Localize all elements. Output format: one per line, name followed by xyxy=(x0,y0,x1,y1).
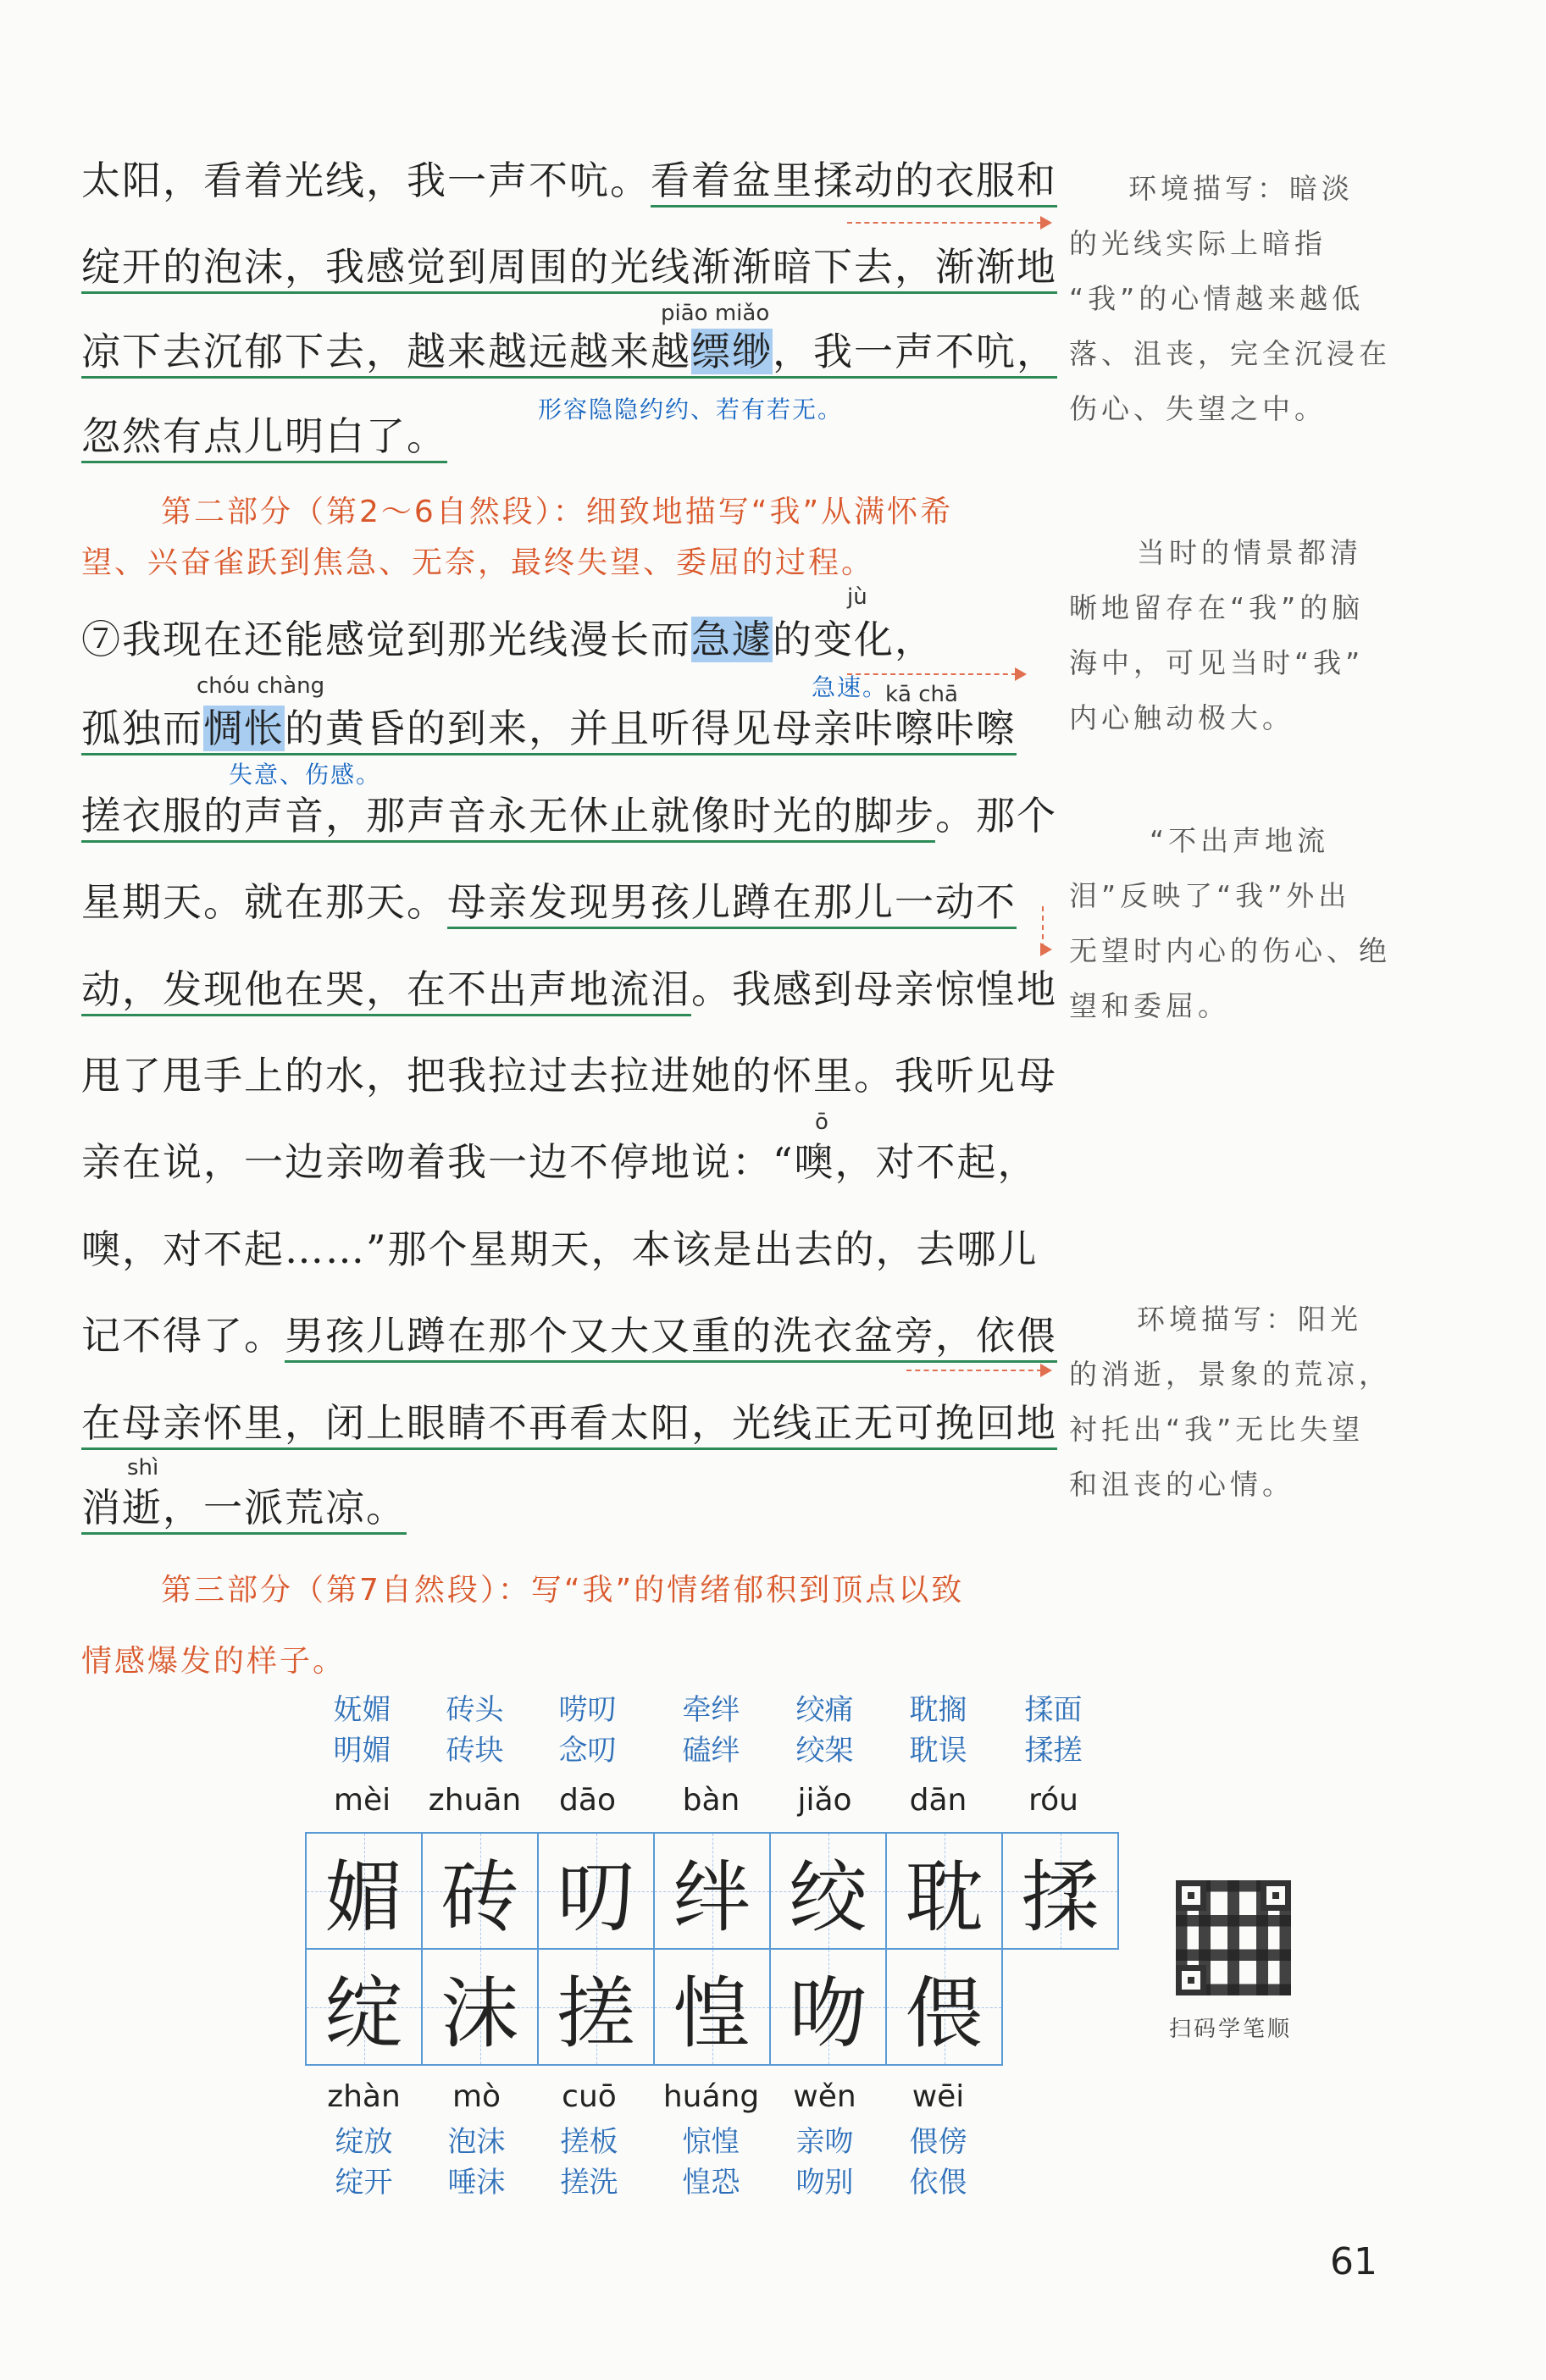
text-line: 甩了甩手上的水，把我拉过去拉进她的怀里。我听见母 xyxy=(81,1053,1057,1099)
text-line: ⑦我现在还能感觉到那光线漫长而急遽的变化， xyxy=(81,617,935,662)
section-note: 第三部分（第7自然段）：写“我”的情绪郁积到顶点以致 xyxy=(161,1573,965,1608)
text-line: 凉下去沉郁下去，越来越远越来越缥缈，我一声不吭， xyxy=(81,326,1057,377)
arrow-icon xyxy=(1040,1364,1052,1377)
pinyin-annotation: chóu chàng xyxy=(197,673,325,699)
page-number: 61 xyxy=(1330,2240,1377,2283)
char-pinyin: wēi xyxy=(912,2079,965,2114)
qr-code-icon[interactable] xyxy=(1176,1880,1291,1995)
character-cell: 吻 xyxy=(769,1948,887,2066)
pinyin-annotation: kā chā xyxy=(885,682,958,707)
text-line: 噢，对不起……”那个星期天，本该是出去的，去哪儿 xyxy=(81,1226,1039,1272)
char-pinyin: zhuān xyxy=(428,1783,522,1818)
word-gloss: 失意、伤感。 xyxy=(229,761,382,789)
character-cell: 砖 xyxy=(421,1832,539,1950)
character-grid-row1 xyxy=(307,1832,1119,1950)
vocab-words: 牵绊 磕绊 xyxy=(682,1693,740,1768)
vocab-words: 亲吻 吻别 xyxy=(795,2125,854,2200)
char-pinyin: bàn xyxy=(682,1783,740,1818)
vocab-words: 惊惶 惶恐 xyxy=(682,2125,740,2200)
character-cell: 惶 xyxy=(653,1948,771,2066)
note-pointer xyxy=(906,1370,1042,1371)
word-gloss: 急速。 xyxy=(812,673,889,701)
text-line: 太阳，看着光线，我一声不吭。看着盆里揉动的衣服和 xyxy=(81,155,1057,206)
char-pinyin: dāo xyxy=(559,1783,616,1818)
text-line: 记不得了。男孩儿蹲在那个又大又重的洗衣盆旁，依偎 xyxy=(81,1310,1057,1361)
character-cell: 绊 xyxy=(653,1832,771,1950)
highlighted-word: 缥缈 xyxy=(691,329,773,374)
margin-note: 环境描写：阳光 的消逝，景象的荒凉， 衬托出“我”无比失望 和沮丧的心情。 xyxy=(1069,1303,1391,1501)
text-line: 绽开的泡沫，我感觉到周围的光线渐渐暗下去，渐渐地 xyxy=(81,241,1057,292)
pinyin-annotation: piāo miǎo xyxy=(661,301,770,326)
vocab-words: 泡沫 唾沫 xyxy=(447,2125,506,2200)
character-cell: 揉 xyxy=(1001,1832,1119,1950)
margin-note: 环境描写：暗淡 的光线实际上暗指 “我”的心情越来越低 落、沮丧，完全沉浸在 伤心、失望之中。 xyxy=(1069,172,1391,425)
pinyin-annotation: ō xyxy=(815,1110,828,1135)
vocab-words: 绽放 绽开 xyxy=(335,2125,393,2200)
arrow-icon xyxy=(1040,216,1052,230)
word-gloss: 形容隐隐约约、若有若无。 xyxy=(538,396,844,423)
arrow-icon xyxy=(1040,943,1052,956)
text-line: 搓衣服的声音，那声音永无休止就像时光的脚步。那个 xyxy=(81,790,1057,841)
pinyin-annotation: shì xyxy=(127,1455,159,1481)
section-note: 第二部分（第2～6自然段）：细致地描写“我”从满怀希 xyxy=(161,495,954,529)
text-line: 孤独而惆怅的黄昏的到来，并且听得见母亲咔嚓咔嚓 xyxy=(81,703,1017,754)
char-pinyin: huáng xyxy=(662,2079,760,2114)
margin-note: 当时的情景都清 晰地留存在“我”的脑 海中，可见当时“我” 内心触动极大。 xyxy=(1069,536,1365,734)
section-note: 望、兴奋雀跃到焦急、无奈，最终失望、委屈的过程。 xyxy=(81,545,875,580)
text-line: 在母亲怀里，闭上眼睛不再看太阳，光线正无可挽回地 xyxy=(81,1398,1057,1448)
character-grid-row2 xyxy=(307,1948,1003,2066)
highlighted-word: 急遽 xyxy=(691,617,773,662)
vocab-words: 耽搁 耽误 xyxy=(909,1693,967,1768)
text-line: 忽然有点儿明白了。 xyxy=(81,411,447,462)
qr-caption: 扫码学笔顺 xyxy=(1169,2017,1293,2042)
char-pinyin: mèi xyxy=(333,1783,391,1818)
arrow-icon xyxy=(1015,667,1027,681)
text-line: 亲在说，一边亲吻着我一边不停地说：“噢，对不起， xyxy=(81,1139,1039,1185)
note-pointer xyxy=(847,673,1017,675)
char-pinyin: jiǎo xyxy=(797,1783,852,1818)
vocab-words: 偎傍 依偎 xyxy=(909,2125,967,2200)
section-note: 情感爆发的样子。 xyxy=(81,1644,346,1679)
vocab-words: 搓板 搓洗 xyxy=(560,2125,618,2200)
character-cell: 绞 xyxy=(769,1832,887,1950)
char-pinyin: wěn xyxy=(793,2079,856,2114)
highlighted-word: 惆怅 xyxy=(203,706,285,751)
vocab-words: 唠叨 念叨 xyxy=(558,1693,617,1768)
margin-note: “不出声地流 泪”反映了“我”外出 无望时内心的伤心、绝 望和委屈。 xyxy=(1069,824,1391,1022)
char-pinyin: mò xyxy=(452,2079,501,2114)
character-cell: 搓 xyxy=(537,1948,655,2066)
text-line: 消逝，一派荒凉。 xyxy=(81,1482,407,1533)
vocab-words: 揉面 揉搓 xyxy=(1024,1693,1083,1768)
char-pinyin: cuō xyxy=(562,2079,617,2114)
character-cell: 偎 xyxy=(885,1948,1003,2066)
char-pinyin: zhàn xyxy=(327,2079,401,2114)
vocab-words: 绞痛 绞架 xyxy=(795,1693,854,1768)
character-cell: 媚 xyxy=(305,1832,423,1950)
text-line: 动，发现他在哭，在不出声地流泪。我感到母亲惊惶地 xyxy=(81,964,1057,1015)
vocab-words: 妩媚 明媚 xyxy=(333,1693,391,1768)
text-line: 星期天。就在那天。母亲发现男孩儿蹲在那儿一动不 xyxy=(81,877,1017,927)
vocab-words: 砖头 砖块 xyxy=(446,1693,504,1768)
character-cell: 绽 xyxy=(305,1948,423,2066)
character-cell: 耽 xyxy=(885,1832,1003,1950)
char-pinyin: dān xyxy=(909,1783,967,1818)
character-cell: 叨 xyxy=(537,1832,655,1950)
pinyin-annotation: jù xyxy=(847,584,867,610)
note-pointer xyxy=(847,222,1042,224)
character-cell: 沫 xyxy=(421,1948,539,2066)
char-pinyin: róu xyxy=(1028,1783,1078,1818)
